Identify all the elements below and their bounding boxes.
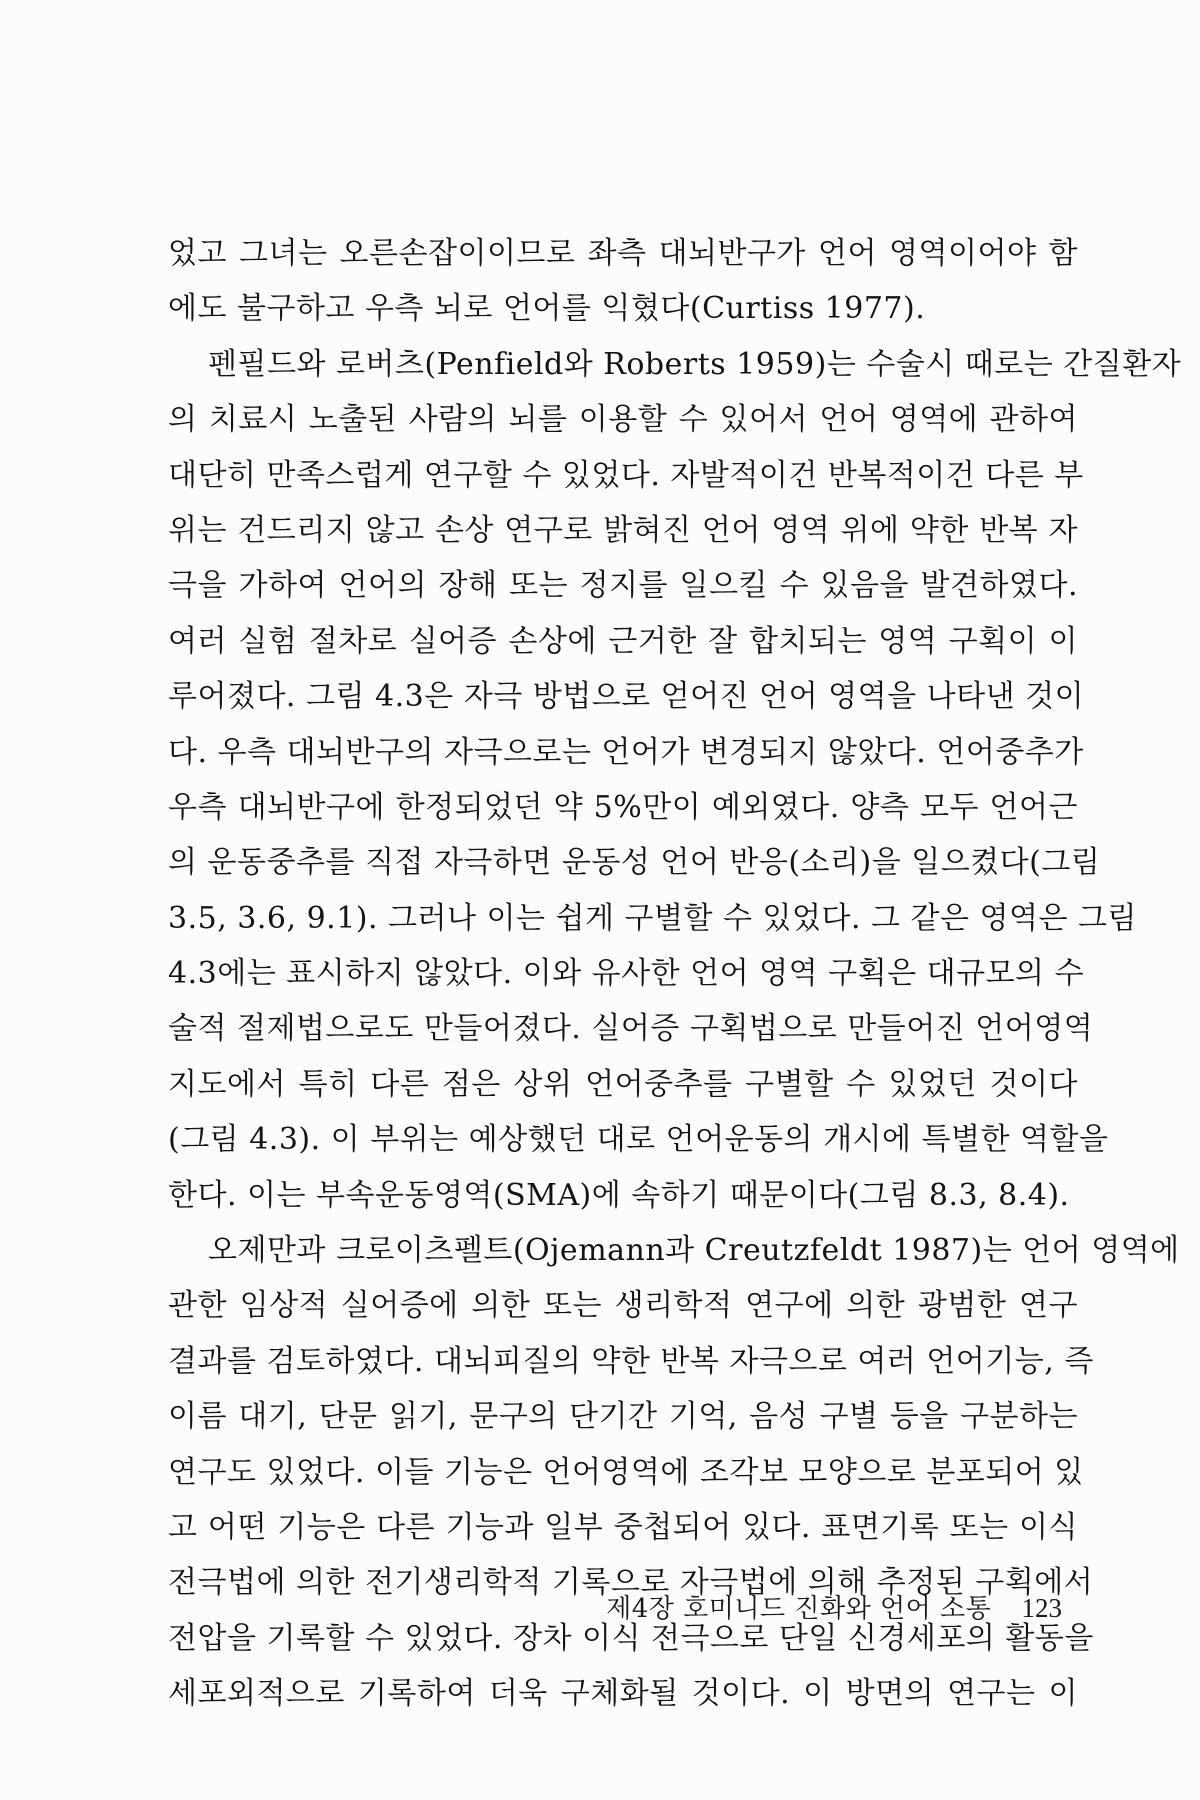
text-line: 여러 실험 절차로 실어증 손상에 근거한 잘 합치되는 영역 구획이 이 (168, 623, 1078, 659)
text-line: 이름 대기, 단문 읽기, 문구의 단기간 기억, 음성 구별 등을 구분하는 (168, 1399, 1078, 1435)
text-line: 술적 절제법으로도 만들어졌다. 실어증 구획법으로 만들어진 언어영역 (168, 1011, 1094, 1047)
text-line: 전극법에 의한 전기생리학적 기록으로 자극법에 의해 추정된 구획에서 (168, 1565, 1094, 1601)
body-text (168, 226, 1182, 1722)
text-line: 우측 대뇌반구에 한정되었던 약 5%만이 예외였다. 양측 모두 언어근 (168, 789, 1078, 825)
text-line: 고 어떤 기능은 다른 기능과 일부 중첩되어 있다. 표면기록 또는 이식 (168, 1509, 1078, 1545)
text-line: 극을 가하여 언어의 장해 또는 정지를 일으킬 수 있음을 발견하였다. (168, 568, 1078, 604)
text-line: 의 치료시 노출된 사람의 뇌를 이용할 수 있어서 언어 영역에 관하여 (168, 402, 1078, 438)
text-line: 전압을 기록할 수 있었다. 장차 이식 전극으로 단일 신경세포의 활동을 (168, 1620, 1094, 1656)
text-line: 었고 그녀는 오른손잡이이므로 좌측 대뇌반구가 언어 영역이어야 함 (168, 236, 1078, 271)
text-line: 루어졌다. 그림 4.3은 자극 방법으로 얻어진 언어 영역을 나타낸 것이 (168, 679, 1085, 715)
text-line: 의 운동중추를 직접 자극하면 운동성 언어 반응(소리)을 일으켰다(그림 (168, 845, 1101, 881)
text-line: 관한 임상적 실어증에 의한 또는 생리학적 연구에 의한 광범한 연구 (168, 1288, 1078, 1324)
text-line: 4.3에는 표시하지 않았다. 이와 유사한 언어 영역 구획은 대규모의 수 (168, 956, 1085, 992)
text-line: 3.5, 3.6, 9.1). 그러나 이는 쉽게 구별할 수 있었다. 그 같은 영역은 그림 (168, 900, 1137, 936)
page-number: 123 (1021, 1593, 1062, 1623)
text-line: 다. 우측 대뇌반구의 자극으로는 언어가 변경되지 않았다. 언어중추가 (168, 734, 1084, 770)
text-line: 지도에서 특히 다른 점은 상위 언어중추를 구별할 수 있었던 것이다 (168, 1066, 1078, 1102)
page-footer (606, 1588, 1062, 1629)
paragraph-start-line: 펜필드와 로버츠(Penfield와 Roberts 1959)는 수술시 때로는 간질환자 (208, 346, 1182, 382)
text-line: 한다. 이는 부속운동영역(SMA)에 속하기 때문이다(그림 8.3, 8.4). (168, 1177, 1070, 1213)
text-line: (그림 4.3). 이 부위는 예상했던 대로 언어운동의 개시에 특별한 역할을 (168, 1122, 1109, 1158)
paragraph-start-line: 오제만과 크로이츠펠트(Ojemann과 Creutzfeldt 1987)는 언어 영역에 (208, 1233, 1180, 1269)
text-line: 결과를 검토하였다. 대뇌피질의 약한 반복 자극으로 여러 언어기능, 즉 (168, 1343, 1094, 1379)
text-line: 위는 건드리지 않고 손상 연구로 밝혀진 언어 영역 위에 약한 반복 자 (168, 512, 1078, 548)
text-line: 세포외적으로 기록하여 더욱 구체화될 것이다. 이 방면의 연구는 이 (168, 1676, 1078, 1712)
text-line: 연구도 있었다. 이들 기능은 언어영역에 조각보 모양으로 분포되어 있 (168, 1454, 1084, 1490)
text-line: 대단히 만족스럽게 연구할 수 있었다. 자발적이건 반복적이건 다른 부 (168, 457, 1084, 493)
chapter-title: 제4장 호미니드 진화와 언어 소통 (606, 1594, 992, 1624)
text-line: 에도 불구하고 우측 뇌로 언어를 익혔다(Curtiss 1977). (168, 291, 926, 327)
